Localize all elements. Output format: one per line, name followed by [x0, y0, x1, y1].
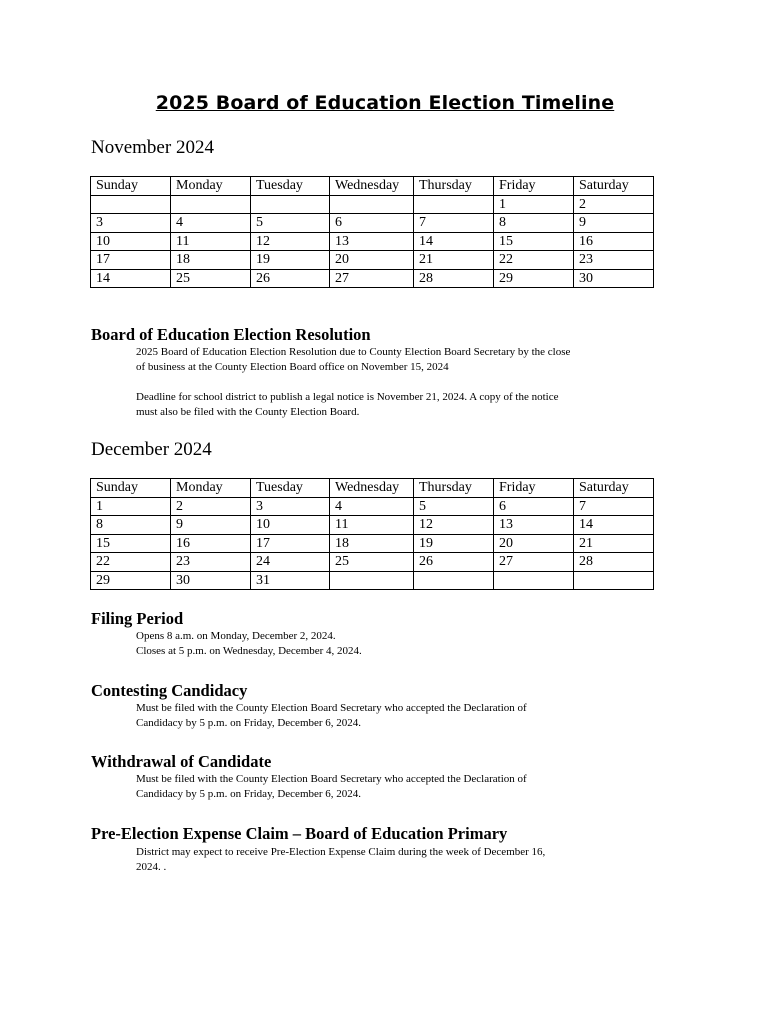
calendar-day-cell: 7: [574, 497, 654, 516]
calendar-day-cell: 10: [251, 516, 330, 535]
calendar-day-cell: 3: [91, 214, 171, 233]
calendar-day-cell: 25: [171, 269, 251, 288]
calendar-day-cell: 21: [414, 251, 494, 270]
filing-line1: Opens 8 a.m. on Monday, December 2, 2024.: [136, 630, 336, 642]
calendar-day-cell: 12: [251, 232, 330, 251]
withdrawal-heading: Withdrawal of Candidate: [91, 752, 272, 771]
calendar-day-cell: 27: [494, 553, 574, 572]
calendar-day-cell: 22: [91, 553, 171, 572]
day-header: Tuesday: [251, 479, 330, 498]
day-header: Friday: [494, 177, 574, 196]
december-month-label: December 2024: [91, 439, 212, 460]
calendar-day-cell: 10: [91, 232, 171, 251]
contesting-text: [136, 701, 656, 731]
calendar-day-cell: [414, 195, 494, 214]
calendar-day-cell: 14: [91, 269, 171, 288]
calendar-day-cell: 6: [494, 497, 574, 516]
calendar-day-cell: [330, 571, 414, 590]
calendar-day-cell: 8: [91, 516, 171, 535]
calendar-day-cell: 29: [494, 269, 574, 288]
calendar-day-cell: 4: [171, 214, 251, 233]
calendar-header-row: [91, 479, 654, 498]
calendar-day-cell: 14: [414, 232, 494, 251]
calendar-day-cell: 28: [414, 269, 494, 288]
contesting-heading: Contesting Candidacy: [91, 681, 248, 700]
calendar-day-cell: 5: [414, 497, 494, 516]
calendar-week-row: [91, 195, 654, 214]
calendar-day-cell: 16: [171, 534, 251, 553]
day-header: Sunday: [91, 177, 171, 196]
calendar-day-cell: 13: [330, 232, 414, 251]
resolution-para2-line1: Deadline for school district to publish a legal notice is November 21, 2024. A copy of the notice: [136, 391, 559, 403]
expense-line1: District may expect to receive Pre-Election Expense Claim during the week of December 16,: [136, 846, 546, 858]
calendar-day-cell: 28: [574, 553, 654, 572]
day-header: Friday: [494, 479, 574, 498]
calendar-day-cell: [414, 571, 494, 590]
calendar-day-cell: 20: [494, 534, 574, 553]
calendar-day-cell: 6: [330, 214, 414, 233]
calendar-day-cell: 12: [414, 516, 494, 535]
calendar-day-cell: 23: [574, 251, 654, 270]
calendar-day-cell: 23: [171, 553, 251, 572]
calendar-day-cell: 15: [494, 232, 574, 251]
calendar-day-cell: 19: [414, 534, 494, 553]
calendar-day-cell: 7: [414, 214, 494, 233]
calendar-day-cell: [494, 571, 574, 590]
calendar-day-cell: 26: [251, 269, 330, 288]
calendar-week-row: [91, 571, 654, 590]
calendar-day-cell: 1: [91, 497, 171, 516]
calendar-day-cell: 22: [494, 251, 574, 270]
calendar-day-cell: [91, 195, 171, 214]
calendar-day-cell: 8: [494, 214, 574, 233]
contesting-line2: Candidacy by 5 p.m. on Friday, December 6, 2024.: [136, 717, 362, 729]
day-header: Saturday: [574, 177, 654, 196]
calendar-day-cell: 11: [330, 516, 414, 535]
calendar-week-row: [91, 251, 654, 270]
resolution-para1-line1: 2025 Board of Education Election Resolution due to County Election Board Secretary by the close: [136, 346, 571, 358]
day-header: Sunday: [91, 479, 171, 498]
calendar-day-cell: 15: [91, 534, 171, 553]
resolution-para2-line2: must also be filed with the County Election Board.: [136, 406, 360, 418]
expense-claim-heading: Pre-Election Expense Claim – Board of Education Primary: [91, 824, 508, 843]
day-header: Thursday: [414, 479, 494, 498]
calendar-day-cell: 9: [574, 214, 654, 233]
calendar-day-cell: 2: [574, 195, 654, 214]
calendar-day-cell: 26: [414, 553, 494, 572]
calendar-day-cell: 29: [91, 571, 171, 590]
calendar-day-cell: 18: [330, 534, 414, 553]
calendar-day-cell: 30: [574, 269, 654, 288]
expense-line2: 2024. .: [136, 861, 167, 873]
filing-period-heading: Filing Period: [91, 609, 184, 628]
day-header: Saturday: [574, 479, 654, 498]
calendar-day-cell: 20: [330, 251, 414, 270]
calendar-day-cell: 11: [171, 232, 251, 251]
withdrawal-line1: Must be filed with the County Election Board Secretary who accepted the Declaration of: [136, 773, 527, 785]
calendar-week-row: [91, 269, 654, 288]
calendar-week-row: [91, 232, 654, 251]
november-month-label: November 2024: [91, 137, 214, 158]
calendar-day-cell: 13: [494, 516, 574, 535]
day-header: Monday: [171, 177, 251, 196]
calendar-week-row: [91, 214, 654, 233]
filing-line2: Closes at 5 p.m. on Wednesday, December 4, 2024.: [136, 645, 362, 657]
day-header: Monday: [171, 479, 251, 498]
calendar-day-cell: 21: [574, 534, 654, 553]
day-header: Tuesday: [251, 177, 330, 196]
december-calendar-table: [90, 478, 654, 590]
calendar-day-cell: 17: [251, 534, 330, 553]
calendar-day-cell: 1: [494, 195, 574, 214]
calendar-day-cell: 18: [171, 251, 251, 270]
calendar-week-row: [91, 534, 654, 553]
calendar-day-cell: 24: [251, 553, 330, 572]
day-header: Wednesday: [330, 177, 414, 196]
withdrawal-line2: Candidacy by 5 p.m. on Friday, December 6, 2024.: [136, 788, 362, 800]
calendar-day-cell: 27: [330, 269, 414, 288]
calendar-week-row: [91, 497, 654, 516]
calendar-day-cell: 16: [574, 232, 654, 251]
page-title: 2025 Board of Education Election Timeline: [155, 92, 615, 114]
calendar-day-cell: 25: [330, 553, 414, 572]
calendar-day-cell: [251, 195, 330, 214]
calendar-day-cell: 2: [171, 497, 251, 516]
resolution-heading: Board of Education Election Resolution: [91, 325, 371, 344]
day-header: Thursday: [414, 177, 494, 196]
calendar-day-cell: 5: [251, 214, 330, 233]
expense-claim-text: [136, 845, 656, 875]
calendar-day-cell: 9: [171, 516, 251, 535]
calendar-header-row: [91, 177, 654, 196]
november-calendar-table: [90, 176, 654, 288]
calendar-day-cell: 17: [91, 251, 171, 270]
calendar-day-cell: [171, 195, 251, 214]
calendar-week-row: [91, 516, 654, 535]
calendar-day-cell: 31: [251, 571, 330, 590]
calendar-day-cell: 19: [251, 251, 330, 270]
calendar-day-cell: 14: [574, 516, 654, 535]
contesting-line1: Must be filed with the County Election Board Secretary who accepted the Declaration of: [136, 702, 527, 714]
calendar-day-cell: [574, 571, 654, 590]
calendar-day-cell: [330, 195, 414, 214]
calendar-day-cell: 3: [251, 497, 330, 516]
calendar-week-row: [91, 553, 654, 572]
withdrawal-text: [136, 772, 656, 802]
calendar-day-cell: 4: [330, 497, 414, 516]
resolution-text: [136, 345, 656, 420]
calendar-day-cell: 30: [171, 571, 251, 590]
day-header: Wednesday: [330, 479, 414, 498]
resolution-para1-line2: of business at the County Election Board office on November 15, 2024: [136, 361, 449, 373]
filing-period-text: [136, 629, 656, 659]
